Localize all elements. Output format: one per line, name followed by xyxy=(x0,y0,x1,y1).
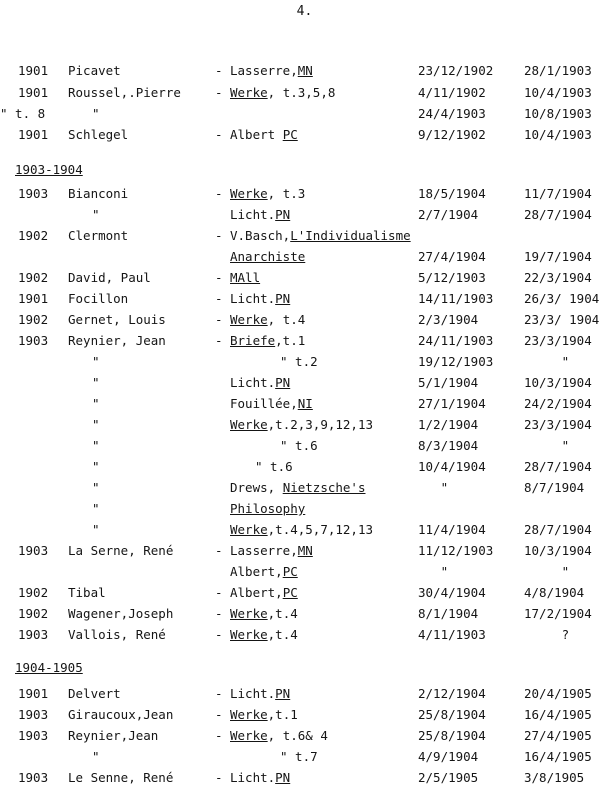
work-title-underlined: Philosophy xyxy=(230,501,306,516)
dash-separator: - xyxy=(215,312,223,327)
work-title-underlined: MN xyxy=(297,63,313,78)
date-borrowed: 10/4/1904 xyxy=(418,459,486,474)
date-borrowed: " xyxy=(418,564,449,579)
work-cell xyxy=(0,105,45,123)
work-title-underlined: PN xyxy=(275,291,291,306)
name-cell: Focillon xyxy=(68,291,129,306)
work-title-underlined: Briefe xyxy=(230,333,276,348)
section-heading: 1903-1904 xyxy=(15,162,83,177)
date-borrowed: 4/11/1903 xyxy=(418,627,486,642)
date-borrowed: 14/11/1903 xyxy=(418,291,494,306)
name-cell: Giraucoux,Jean xyxy=(68,707,174,722)
name-ditto-mark: " xyxy=(92,522,100,537)
work-title-underlined: Werke xyxy=(230,312,268,327)
work-cell xyxy=(230,521,373,539)
work-title-underlined: Werke xyxy=(230,85,268,100)
dash-separator: - xyxy=(215,627,223,642)
work-text: Licht. xyxy=(230,770,276,785)
date-borrowed: 4/11/1902 xyxy=(418,85,486,100)
work-cell xyxy=(230,626,298,644)
table-row xyxy=(0,748,609,766)
work-text: Fouillée, xyxy=(230,396,298,411)
date-returned: ? xyxy=(524,627,570,642)
work-title-underlined: Nietzsche's xyxy=(282,480,366,495)
work-text: ,t.2,3,9,12,13 xyxy=(267,417,373,432)
dash-separator: - xyxy=(215,543,223,558)
work-cell xyxy=(230,563,298,581)
year-cell: 1901 xyxy=(18,127,49,142)
work-text: Albert, xyxy=(230,585,283,600)
name-cell: Reynier,Jean xyxy=(68,728,159,743)
table-row xyxy=(0,706,609,724)
work-cell xyxy=(230,311,305,329)
work-title-underlined: PC xyxy=(282,564,298,579)
name-cell: La Serne, René xyxy=(68,543,174,558)
date-borrowed: 5/12/1903 xyxy=(418,270,486,285)
name-cell: Wagener,Joseph xyxy=(68,606,174,621)
work-text: Albert xyxy=(230,127,283,142)
work-text: " t. 8 xyxy=(0,106,46,121)
work-text: , t.4 xyxy=(267,312,306,327)
dash-separator: - xyxy=(215,606,223,621)
work-cell xyxy=(230,185,305,203)
date-borrowed: 18/5/1904 xyxy=(418,186,486,201)
name-ditto-mark: " xyxy=(92,438,100,453)
work-cell xyxy=(230,374,290,392)
table-row xyxy=(0,563,609,581)
date-returned: 28/7/1904 xyxy=(524,522,592,537)
date-borrowed: 30/4/1904 xyxy=(418,585,486,600)
year-cell: 1903 xyxy=(18,728,49,743)
section-heading: 1904-1905 xyxy=(15,660,83,675)
table-row xyxy=(0,458,609,476)
work-cell xyxy=(230,332,305,350)
dash-separator: - xyxy=(215,63,223,78)
work-title-underlined: Werke xyxy=(230,186,268,201)
date-borrowed: 9/12/1902 xyxy=(418,127,486,142)
work-text: , t.3 xyxy=(267,186,306,201)
work-text: ,t.4 xyxy=(267,606,298,621)
date-returned: 10/4/1903 xyxy=(524,127,592,142)
date-returned: 23/3/ 1904 xyxy=(524,312,600,327)
date-borrowed: 8/3/1904 xyxy=(418,438,479,453)
work-text: V.Basch, xyxy=(230,228,291,243)
work-title-underlined: PN xyxy=(275,207,291,222)
date-borrowed: 2/7/1904 xyxy=(418,207,479,222)
table-row xyxy=(0,332,609,350)
date-borrowed: " xyxy=(418,480,449,495)
year-cell: 1901 xyxy=(18,686,49,701)
year-cell: 1902 xyxy=(18,270,49,285)
year-cell: 1903 xyxy=(18,770,49,785)
year-cell: 1903 xyxy=(18,543,49,558)
work-cell xyxy=(230,206,290,224)
date-borrowed: 11/4/1904 xyxy=(418,522,486,537)
name-ditto-mark: " xyxy=(92,480,100,495)
name-cell: Roussel,.Pierre xyxy=(68,85,181,100)
work-cell xyxy=(230,227,411,245)
date-returned: 3/8/1905 xyxy=(524,770,585,785)
work-title-underlined: PN xyxy=(275,770,291,785)
name-cell: Tibal xyxy=(68,585,106,600)
date-returned: 16/4/1905 xyxy=(524,749,592,764)
date-borrowed: 2/3/1904 xyxy=(418,312,479,327)
dash-separator: - xyxy=(215,228,223,243)
work-cell xyxy=(230,290,290,308)
date-borrowed: 1/2/1904 xyxy=(418,417,479,432)
dash-separator: - xyxy=(215,728,223,743)
dash-separator: - xyxy=(215,585,223,600)
dash-separator: - xyxy=(215,186,223,201)
work-cell xyxy=(230,416,373,434)
date-returned: 23/3/1904 xyxy=(524,333,592,348)
table-row xyxy=(0,248,609,266)
work-text: Albert, xyxy=(230,564,283,579)
date-borrowed: 4/9/1904 xyxy=(418,749,479,764)
dash-separator: - xyxy=(215,127,223,142)
date-borrowed: 27/1/1904 xyxy=(418,396,486,411)
year-cell: 1901 xyxy=(18,291,49,306)
work-text: " t.7 xyxy=(280,749,318,764)
name-ditto-mark: " xyxy=(92,375,100,390)
dash-separator: - xyxy=(215,686,223,701)
year-cell: 1903 xyxy=(18,707,49,722)
date-borrowed: 11/12/1903 xyxy=(418,543,494,558)
table-row xyxy=(0,727,609,745)
table-row xyxy=(0,269,609,287)
name-cell: Le Senne, René xyxy=(68,770,174,785)
dash-separator: - xyxy=(215,291,223,306)
work-title-underlined: PC xyxy=(282,127,298,142)
date-returned: 19/7/1904 xyxy=(524,249,592,264)
dash-separator: - xyxy=(215,270,223,285)
year-cell: 1903 xyxy=(18,333,49,348)
work-cell xyxy=(230,542,313,560)
table-row xyxy=(0,685,609,703)
work-title-underlined: NI xyxy=(297,396,313,411)
table-row xyxy=(0,626,609,644)
date-returned: 10/3/1904 xyxy=(524,543,592,558)
dash-separator: - xyxy=(215,333,223,348)
work-cell xyxy=(280,353,318,371)
date-returned: 28/7/1904 xyxy=(524,459,592,474)
work-cell xyxy=(230,769,290,787)
table-row xyxy=(0,105,609,123)
work-cell xyxy=(230,126,298,144)
work-title-underlined: Werke xyxy=(230,627,268,642)
year-cell: 1903 xyxy=(18,186,49,201)
name-ditto-mark: " xyxy=(92,749,100,764)
work-title-underlined: PN xyxy=(275,375,291,390)
table-row xyxy=(0,479,609,497)
name-ditto-mark: " xyxy=(92,106,100,121)
date-borrowed: 19/12/1903 xyxy=(418,354,494,369)
table-row xyxy=(0,290,609,308)
name-ditto-mark: " xyxy=(92,396,100,411)
work-title-underlined: Werke xyxy=(230,728,268,743)
date-returned: 4/8/1904 xyxy=(524,585,585,600)
page-number: 4. xyxy=(296,4,313,19)
table-row xyxy=(0,126,609,144)
date-returned: 27/4/1905 xyxy=(524,728,592,743)
table-row xyxy=(0,227,609,245)
year-cell: 1901 xyxy=(18,85,49,100)
work-cell xyxy=(230,685,290,703)
year-cell: 1902 xyxy=(18,228,49,243)
name-cell: Clermont xyxy=(68,228,129,243)
date-borrowed: 23/12/1902 xyxy=(418,63,494,78)
work-text: ,t.1 xyxy=(275,333,306,348)
work-cell xyxy=(230,479,365,497)
table-row xyxy=(0,437,609,455)
table-row xyxy=(0,416,609,434)
work-title-underlined: MAll xyxy=(230,270,261,285)
date-returned: 26/3/ 1904 xyxy=(524,291,600,306)
dash-separator: - xyxy=(215,707,223,722)
year-cell: 1902 xyxy=(18,312,49,327)
date-returned: 20/4/1905 xyxy=(524,686,592,701)
name-cell: Delvert xyxy=(68,686,121,701)
work-text: Lasserre, xyxy=(230,543,298,558)
work-title-underlined: Werke xyxy=(230,606,268,621)
name-cell: Vallois, René xyxy=(68,627,166,642)
table-row xyxy=(0,374,609,392)
year-cell: 1901 xyxy=(18,63,49,78)
work-text: ,t.4,5,7,12,13 xyxy=(267,522,373,537)
date-returned: 23/3/1904 xyxy=(524,417,592,432)
date-borrowed: 2/12/1904 xyxy=(418,686,486,701)
date-borrowed: 24/4/1903 xyxy=(418,106,486,121)
work-title-underlined: Anarchiste xyxy=(230,249,306,264)
date-returned: " xyxy=(524,438,570,453)
table-row xyxy=(0,521,609,539)
date-borrowed: 24/11/1903 xyxy=(418,333,494,348)
table-row xyxy=(0,206,609,224)
date-returned: 17/2/1904 xyxy=(524,606,592,621)
date-borrowed: 27/4/1904 xyxy=(418,249,486,264)
table-row xyxy=(0,500,609,518)
name-cell: Schlegel xyxy=(68,127,129,142)
work-cell xyxy=(230,269,260,287)
work-title-underlined: MN xyxy=(297,543,313,558)
date-returned: 22/3/1904 xyxy=(524,270,592,285)
dash-separator: - xyxy=(215,770,223,785)
work-title-underlined: Werke xyxy=(230,707,268,722)
work-text: " t.6 xyxy=(280,438,318,453)
work-cell xyxy=(230,584,298,602)
work-cell xyxy=(280,437,318,455)
name-ditto-mark: " xyxy=(92,417,100,432)
date-returned: 10/8/1903 xyxy=(524,106,592,121)
table-row xyxy=(0,62,609,80)
work-text: Licht. xyxy=(230,207,276,222)
work-cell xyxy=(280,748,318,766)
work-cell xyxy=(230,706,298,724)
date-borrowed: 25/8/1904 xyxy=(418,707,486,722)
date-returned: 8/7/1904 xyxy=(524,480,585,495)
name-ditto-mark: " xyxy=(92,459,100,474)
name-cell: Gernet, Louis xyxy=(68,312,166,327)
work-text: ,t.1 xyxy=(267,707,298,722)
date-returned: " xyxy=(524,564,570,579)
table-row xyxy=(0,605,609,623)
table-row xyxy=(0,584,609,602)
work-text: , t.6& 4 xyxy=(267,728,328,743)
work-text: , t.3,5,8 xyxy=(267,85,336,100)
work-text: Licht. xyxy=(230,686,276,701)
name-ditto-mark: " xyxy=(92,207,100,222)
dash-separator: - xyxy=(215,85,223,100)
work-cell xyxy=(230,84,335,102)
work-cell xyxy=(230,500,305,518)
name-cell: David, Paul xyxy=(68,270,151,285)
table-row xyxy=(0,542,609,560)
work-cell xyxy=(230,248,305,266)
date-returned: 28/7/1904 xyxy=(524,207,592,222)
work-cell xyxy=(230,395,313,413)
date-returned: " xyxy=(524,354,570,369)
work-text: Drews, xyxy=(230,480,283,495)
date-borrowed: 8/1/1904 xyxy=(418,606,479,621)
work-title-underlined: L'Individualisme xyxy=(290,228,411,243)
name-cell: Picavet xyxy=(68,63,121,78)
table-row xyxy=(0,311,609,329)
work-title-underlined: Werke xyxy=(230,417,268,432)
date-borrowed: 25/8/1904 xyxy=(418,728,486,743)
work-text: " t.2 xyxy=(280,354,318,369)
date-returned: 10/4/1903 xyxy=(524,85,592,100)
work-title-underlined: PC xyxy=(282,585,298,600)
work-text: " t.6 xyxy=(255,459,293,474)
date-borrowed: 5/1/1904 xyxy=(418,375,479,390)
work-text: Lasserre, xyxy=(230,63,298,78)
date-returned: 11/7/1904 xyxy=(524,186,592,201)
work-text: Licht. xyxy=(230,375,276,390)
date-returned: 24/2/1904 xyxy=(524,396,592,411)
work-cell xyxy=(255,458,293,476)
work-cell xyxy=(230,727,328,745)
work-title-underlined: PN xyxy=(275,686,291,701)
name-ditto-mark: " xyxy=(92,354,100,369)
work-title-underlined: Werke xyxy=(230,522,268,537)
date-borrowed: 2/5/1905 xyxy=(418,770,479,785)
date-returned: 16/4/1905 xyxy=(524,707,592,722)
table-row xyxy=(0,84,609,102)
year-cell: 1903 xyxy=(18,627,49,642)
table-row xyxy=(0,353,609,371)
name-ditto-mark: " xyxy=(92,501,100,516)
name-cell: Bianconi xyxy=(68,186,129,201)
work-text: Licht. xyxy=(230,291,276,306)
date-returned: 10/3/1904 xyxy=(524,375,592,390)
date-returned: 28/1/1903 xyxy=(524,63,592,78)
year-cell: 1902 xyxy=(18,585,49,600)
work-text: ,t.4 xyxy=(267,627,298,642)
work-cell xyxy=(230,605,298,623)
work-cell xyxy=(230,62,313,80)
year-cell: 1902 xyxy=(18,606,49,621)
table-row xyxy=(0,185,609,203)
name-cell: Reynier, Jean xyxy=(68,333,166,348)
table-row xyxy=(0,395,609,413)
table-row xyxy=(0,769,609,787)
